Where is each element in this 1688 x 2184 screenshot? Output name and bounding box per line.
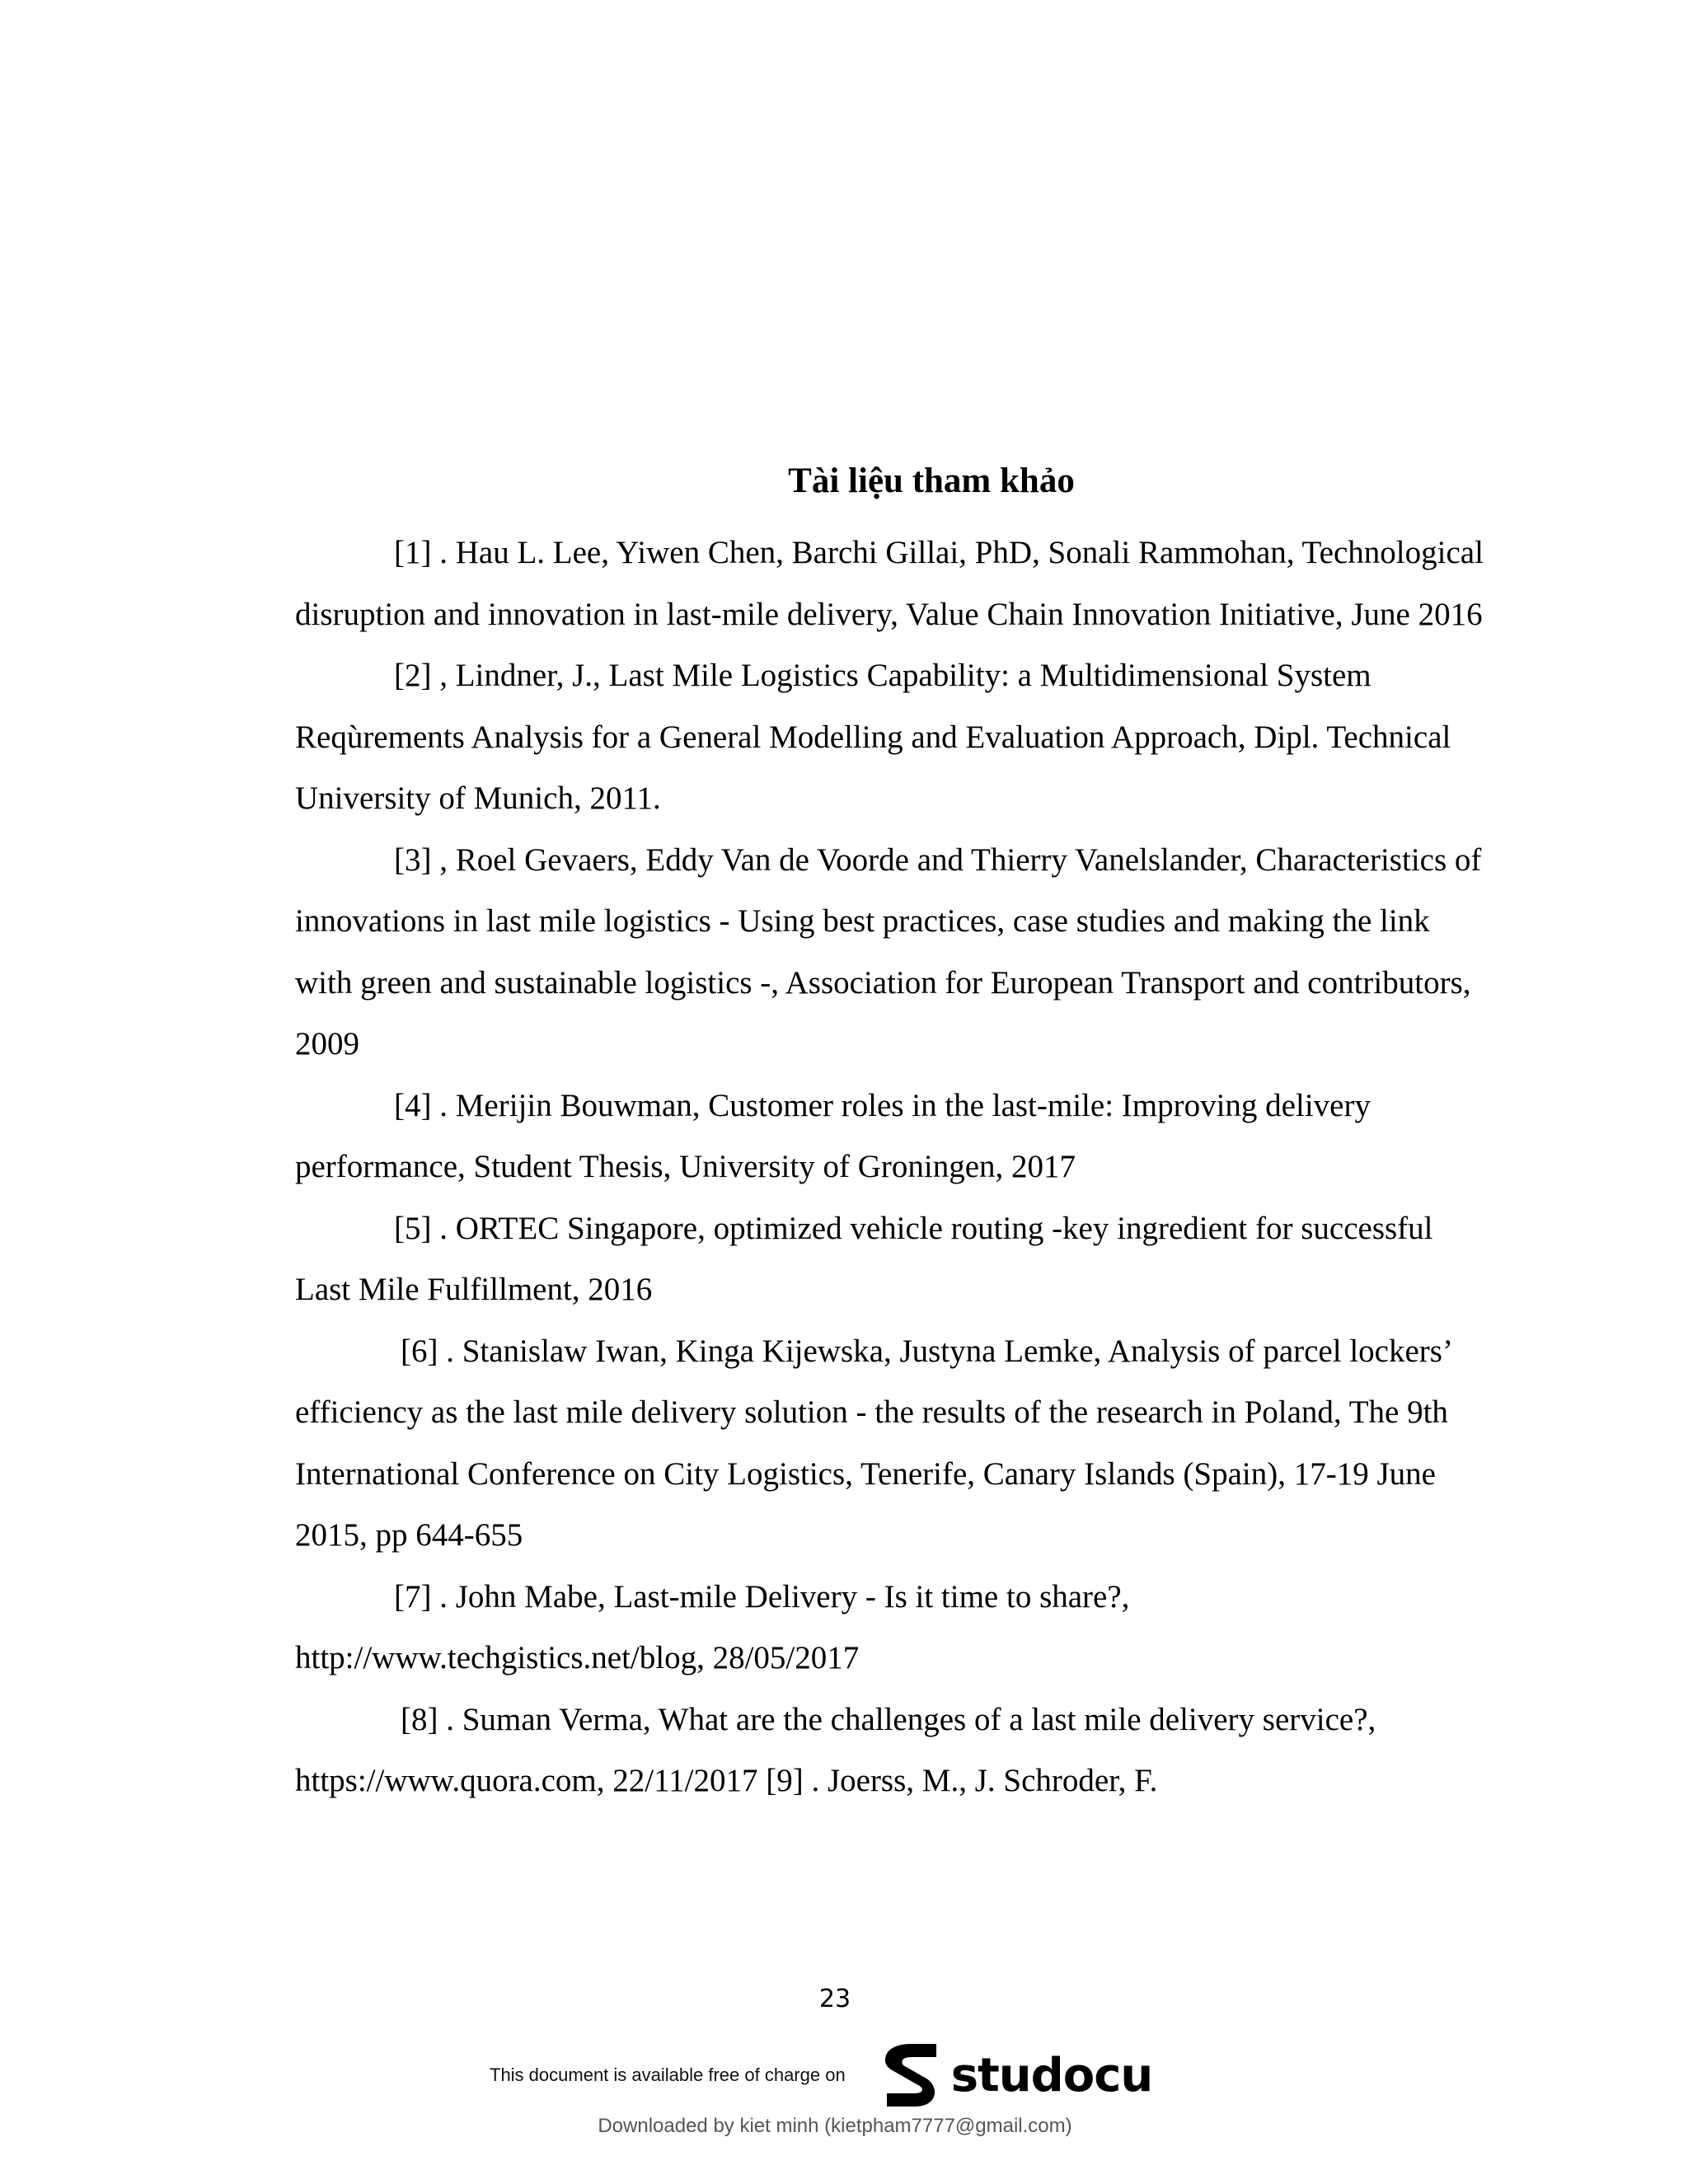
reference-item-3: [3] , Roel Gevaers, Eddy Van de Voorde and Thierry Vanelslander, Characteristics of innovations in last mile logistics - Using best practices, case studies and making the link with green and sustainable logistics -, Association for European Transport and contributors, 2009 [295, 841, 1482, 1062]
reference-item-2: [2] , Lindner, J., Last Mile Logistics Capability: a Multidimensional System Reqùrements Analysis for a General Modelling and Evaluation Approach, Dipl. Technical University of Munich, 2011. [295, 658, 1451, 816]
studocu-logo[interactable] [879, 2042, 1153, 2108]
downloaded-by-text: Downloaded by kiet minh (kietpham7777@gmail.com) [598, 2115, 1072, 2137]
studocu-wordmark: studocu [950, 2048, 1153, 2102]
reference-list [295, 523, 1490, 1812]
reference-item-7-url: http://www.techgistics.net/blog, 28/05/2017 [295, 1640, 860, 1675]
reference-item-4: [4] . Merijin Bouwman, Customer roles in the last-mile: Improving delivery performance, Student Thesis, University of Groningen, 2017 [295, 1087, 1371, 1184]
available-free-text: This document is available free of charge on [490, 2064, 846, 2085]
studocu-banner[interactable] [490, 2042, 1152, 2108]
reference-item-7 [295, 1567, 1490, 1690]
page-title: Tài liệu tham khảo [788, 462, 1075, 500]
reference-item-5: [5] . ORTEC Singapore, optimized vehicle routing -key ingredient for successful Last Mile Fulfillment, 2016 [295, 1210, 1433, 1307]
reference-item-1: [1] . Hau L. Lee, Yiwen Chen, Barchi Gillai, PhD, Sonali Rammohan, Technological disruption and innovation in last-mile delivery, Value Chain Innovation Initiative, June 2016 [295, 535, 1484, 632]
reference-item-8: [8] . Suman Verma, What are the challenges of a last mile delivery service?, https://www.quora.com, 22/11/2017 [9] . Joerss, M., J. Schroder, F. [295, 1701, 1376, 1798]
page-number: 23 [818, 1985, 851, 2013]
reference-item-7-text: [7] . John Mabe, Last-mile Delivery - Is it time to share?, [394, 1578, 1130, 1615]
studocu-logo-icon [879, 2042, 943, 2108]
reference-item-6: [6] . Stanislaw Iwan, Kinga Kijewska, Justyna Lemke, Analysis of parcel lockers’ efficiency as the last mile delivery solution - the results of the research in Poland, The 9th International Conference on City Logistics, Tenerife, Canary Islands (Spain), 17-19 June 2015, pp 644-655 [295, 1333, 1451, 1553]
